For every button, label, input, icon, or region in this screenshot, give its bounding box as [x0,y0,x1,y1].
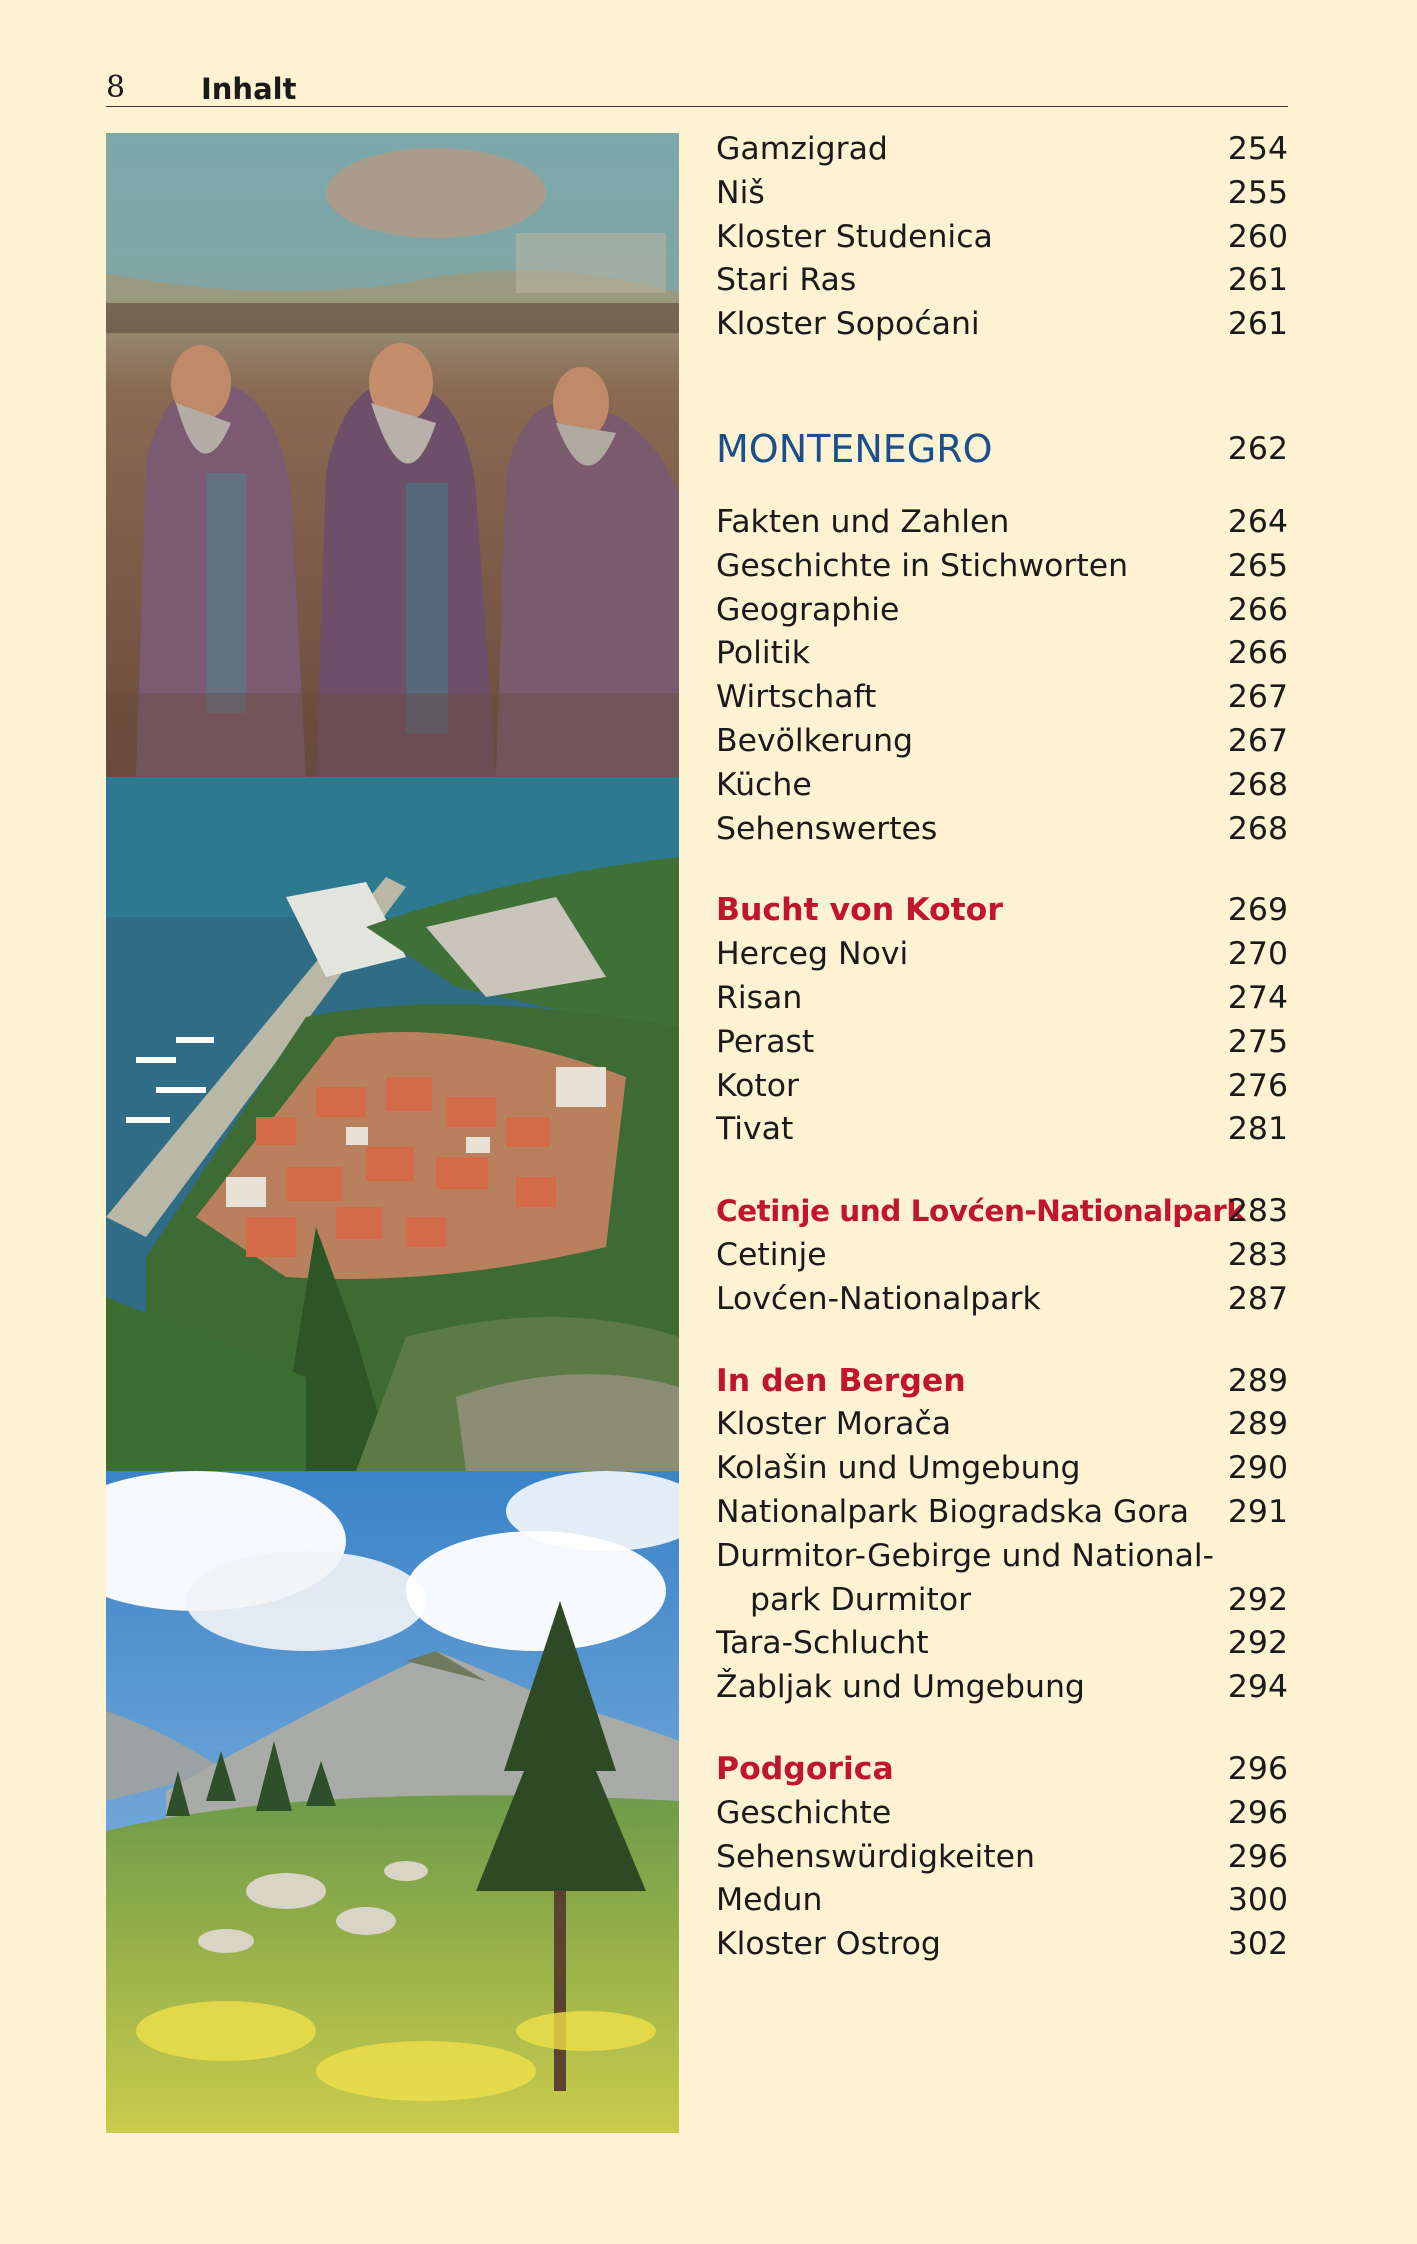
toc-entry-page: 274 [1227,979,1288,1016]
toc-entry-title: Kloster Morača [716,1406,952,1443]
toc-entry-title: Kloster Studenica [716,218,993,255]
toc-entry-page: 266 [1227,591,1288,628]
toc-country-title: MONTENEGRO [716,426,993,471]
toc-entry[interactable] [716,632,1288,676]
toc-entry-title: Medun [716,1882,823,1919]
toc-entry[interactable] [716,977,1288,1021]
toc-entry-page: 287 [1227,1280,1288,1317]
toc-entry[interactable] [716,303,1288,347]
kotor-aerial-photo [106,777,679,1471]
toc-entry[interactable] [716,1278,1288,1322]
toc-entry-title: Gamzigrad [716,131,888,167]
toc-entry[interactable] [716,1836,1288,1880]
toc-entry[interactable] [716,808,1288,852]
toc-section-page: 283 [1227,1193,1288,1230]
toc-entry-title: Tivat [716,1111,794,1148]
toc-entry[interactable] [716,172,1288,216]
toc-entry[interactable] [716,764,1288,808]
toc-entry-page: 289 [1227,1406,1288,1443]
toc-entry[interactable] [716,259,1288,303]
toc-entry[interactable] [716,589,1288,633]
toc-entry[interactable] [716,1491,1288,1535]
toc-entry[interactable] [716,1403,1288,1447]
toc-entry-title: Cetinje [716,1236,827,1273]
page-number: 8 [106,70,126,105]
toc-entry[interactable] [716,1579,1288,1623]
toc-section-heading[interactable] [716,1190,1288,1234]
toc-entry[interactable] [716,1234,1288,1278]
toc-entry-title: Bevölkerung [716,722,914,759]
toc-entry-title: Kotor [716,1067,799,1104]
toc-entry-title: Politik [716,635,810,672]
toc-entry[interactable] [716,933,1288,977]
toc-entry[interactable] [716,1108,1288,1152]
toc-entry-page: 292 [1227,1625,1288,1662]
toc-entry[interactable] [716,128,1288,172]
toc-entry-page: 296 [1227,1794,1288,1831]
toc-entry-page: 264 [1227,503,1288,540]
toc-entry-title: Tara-Schlucht [716,1625,929,1662]
toc-entry-page: 294 [1227,1669,1288,1706]
toc-entry-title: Geschichte in Stichworten [716,547,1129,584]
toc-entry-page: 292 [1227,1581,1288,1618]
toc-entry[interactable] [716,216,1288,260]
toc-entry-title: Küche [716,766,812,803]
toc-section-title: In den Bergen [716,1362,966,1399]
toc-entry[interactable] [716,676,1288,720]
toc-entry-title: Sehenswertes [716,810,938,847]
toc-entry-page: 281 [1227,1111,1288,1148]
toc-entry-page: 265 [1227,547,1288,584]
toc-entry-title: Žabljak und Umgebung [716,1669,1085,1706]
fresco-saints-photo [106,133,679,777]
toc-section-title: Podgorica [716,1750,894,1787]
toc-entry[interactable] [716,1447,1288,1491]
toc-entry-page: 291 [1227,1493,1288,1530]
toc-entry-page: 270 [1227,936,1288,973]
toc-entry-page: 296 [1227,1838,1288,1875]
toc-entry[interactable] [716,1021,1288,1065]
photo-column [106,133,679,2133]
toc-entry-page: 275 [1227,1023,1288,1060]
toc-entry-title: Niš [716,174,765,211]
toc-entry-page: 300 [1227,1882,1288,1919]
toc-entry-page: 261 [1227,306,1288,343]
toc-section-heading[interactable] [716,1360,1288,1404]
toc-section-page: 296 [1227,1750,1288,1787]
toc-section-title: Cetinje und Lovćen-Nationalpark [716,1194,1246,1229]
toc-entry-title: Geschichte [716,1794,892,1831]
toc-entry-title: Perast [716,1023,815,1060]
toc-entry[interactable] [716,1622,1288,1666]
toc-entry[interactable] [716,545,1288,589]
toc-entry-page: 290 [1227,1450,1288,1487]
toc-section-page: 289 [1227,1362,1288,1399]
toc-entry-page: 267 [1227,722,1288,759]
toc-entry[interactable] [716,1879,1288,1923]
toc-entry-page: 254 [1227,131,1288,167]
toc-entry-title: Nationalpark Biogradska Gora [716,1493,1189,1530]
toc-entry-page: 302 [1227,1926,1288,1963]
table-of-contents [716,128,1288,1967]
toc-entry-title: park Durmitor [750,1581,972,1618]
toc-entry-title: Risan [716,979,803,1016]
toc-country-page: 262 [1227,430,1288,467]
toc-entry[interactable] [716,1535,1288,1579]
toc-section-title: Bucht von Kotor [716,892,1003,929]
toc-entry[interactable] [716,1065,1288,1109]
page-header [106,70,1288,107]
toc-section-heading[interactable] [716,889,1288,933]
toc-entry-title: Kolašin und Umgebung [716,1450,1081,1487]
toc-section-page: 269 [1227,892,1288,929]
toc-entry-title: Herceg Novi [716,936,909,973]
toc-entry-title: Geographie [716,591,900,628]
toc-entry-title: Fakten und Zahlen [716,503,1010,540]
toc-entry-page: 260 [1227,218,1288,255]
toc-entry-page: 261 [1227,262,1288,299]
toc-entry[interactable] [716,1666,1288,1710]
toc-entry-page: 267 [1227,679,1288,716]
toc-entry-title: Kloster Ostrog [716,1926,941,1963]
toc-entry-page: 266 [1227,635,1288,672]
toc-entry[interactable] [716,1923,1288,1967]
toc-entry-page: 268 [1227,810,1288,847]
toc-section-heading[interactable] [716,1748,1288,1792]
toc-entry-page: 255 [1227,174,1288,211]
toc-entry-title: Lovćen-Nationalpark [716,1280,1041,1317]
toc-entry[interactable] [716,1792,1288,1836]
toc-entry[interactable] [716,720,1288,764]
toc-entry-page: 283 [1227,1236,1288,1273]
toc-entry[interactable] [716,501,1288,545]
toc-entry-page: 276 [1227,1067,1288,1104]
toc-entry-page: 268 [1227,766,1288,803]
toc-entry-title: Sehenswürdigkeiten [716,1838,1035,1875]
toc-country-heading[interactable] [716,419,1288,479]
toc-entry-title: Wirtschaft [716,679,877,716]
toc-entry-title: Stari Ras [716,262,857,299]
toc-entry-title: Durmitor-Gebirge und National- [716,1537,1215,1574]
header-title: Inhalt [201,72,297,106]
mountain-landscape-photo [106,1471,679,2133]
toc-entry-title: Kloster Sopoćani [716,306,980,343]
